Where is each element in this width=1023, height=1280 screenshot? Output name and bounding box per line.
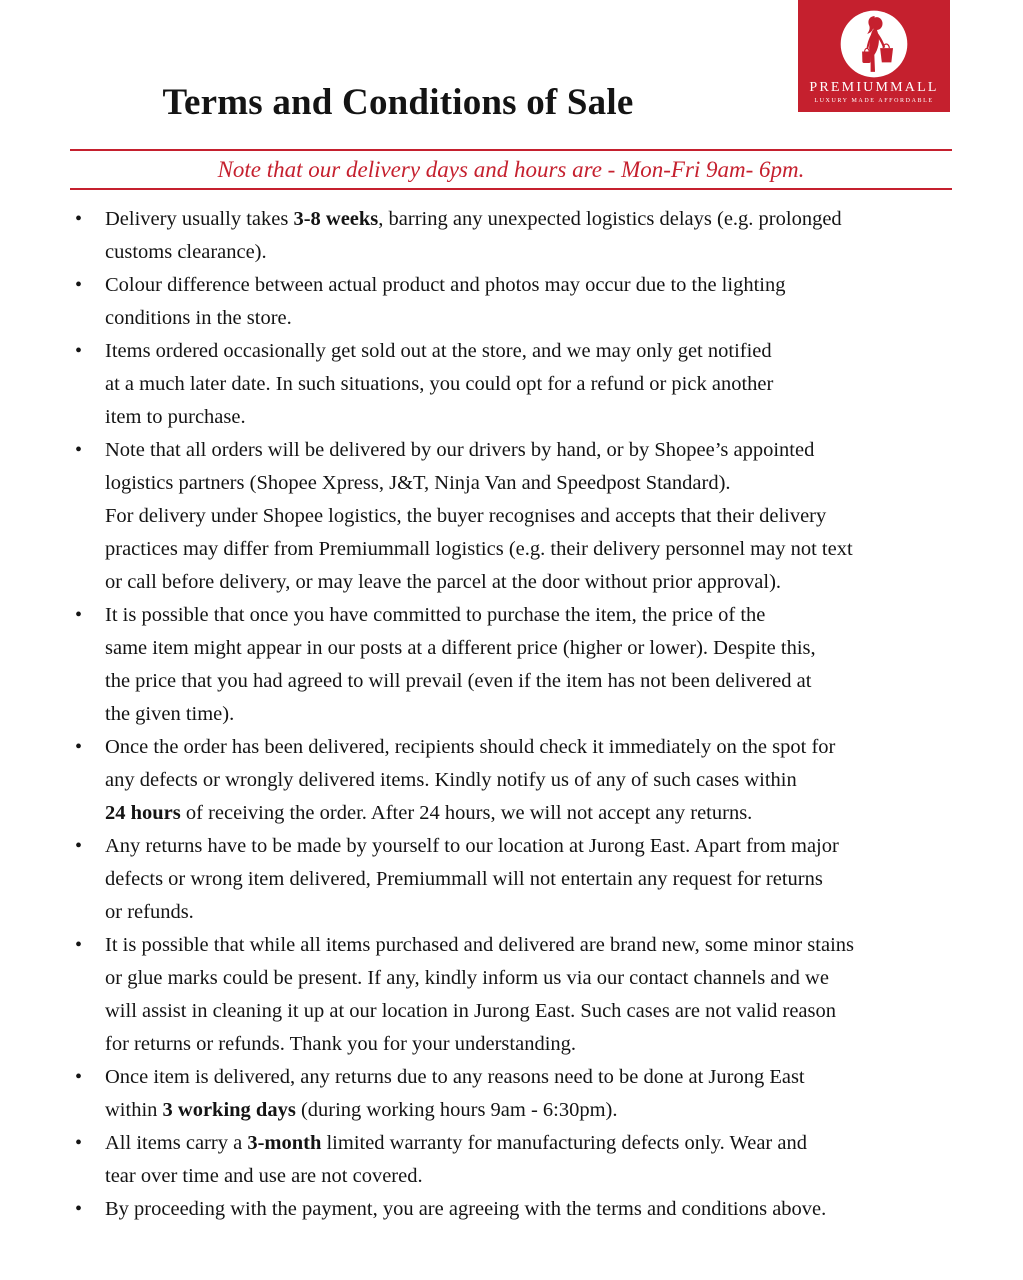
divider-line-top — [70, 149, 952, 151]
list-item-text: By proceeding with the payment, you are agreeing with the terms and conditions above. — [105, 1198, 827, 1220]
premiummall-logo — [798, 0, 950, 112]
bullet-icon: • — [75, 439, 83, 461]
list-item — [0, 203, 1023, 269]
bullet-icon: • — [75, 208, 83, 230]
list-item-text: It is possible that once you have committed to purchase the item, the price of the same item might appear in our posts at a different price (higher or lower). Despite this, the price that you had agreed to will prevail (even if the item has not been delivered at the given time). — [105, 604, 816, 725]
delivery-hours-note: Note that our delivery days and hours are - Mon-Fri 9am- 6pm. — [217, 157, 805, 182]
page-title: Terms and Conditions of Sale — [162, 82, 634, 123]
list-item — [0, 1061, 1023, 1127]
list-item — [0, 929, 1023, 1061]
bullet-icon: • — [75, 835, 83, 857]
list-item — [0, 1193, 1023, 1226]
woman-shopper-icon — [840, 10, 908, 78]
list-item-text: Delivery usually takes 3-8 weeks, barring any unexpected logistics delays (e.g. prolonged customs clearance). — [105, 208, 842, 263]
list-item — [0, 1127, 1023, 1193]
bullet-icon: • — [75, 1132, 83, 1154]
bullet-icon: • — [75, 340, 83, 362]
bullet-icon: • — [75, 604, 83, 626]
bullet-icon: • — [75, 934, 83, 956]
list-item-text: All items carry a 3-month limited warranty for manufacturing defects only. Wear and tear over time and use are not covered. — [105, 1132, 807, 1187]
logo-brand-name: PREMIUMMALL — [809, 80, 939, 95]
list-item — [0, 830, 1023, 929]
list-item-text: Once the order has been delivered, recipients should check it immediately on the spot for any defects or wrongly delivered items. Kindly notify us of any of such cases within 24 hours of receiving the order. After 24 hours, we will not accept any returns. — [105, 736, 836, 824]
list-item-text: Colour difference between actual product and photos may occur due to the lighting conditions in the store. — [105, 274, 786, 329]
terms-list — [0, 203, 1023, 1226]
list-item — [0, 269, 1023, 335]
list-item — [0, 599, 1023, 731]
divider-line-bottom — [70, 188, 952, 190]
list-item-text: Any returns have to be made by yourself to our location at Jurong East. Apart from major defects or wrong item delivered, Premiummall will not entertain any request for returns or refunds. — [105, 835, 839, 923]
bullet-icon: • — [75, 1066, 83, 1088]
list-item-text: Note that all orders will be delivered by our drivers by hand, or by Shopee’s appointed logistics partners (Shopee Xpress, J&T, Ninja Van and Speedpost Standard). For delivery under Shopee logistics, the buyer recognises and accepts that their delivery practices may differ from Premiummall logistics (e.g. their delivery personnel may not text or call before delivery, or may leave the parcel at the door without prior approval). — [105, 439, 853, 593]
list-item — [0, 731, 1023, 830]
bullet-icon: • — [75, 274, 83, 296]
list-item-text: It is possible that while all items purchased and delivered are brand new, some minor stains or glue marks could be present. If any, kindly inform us via our contact channels and we will assist in cleaning it up at our location in Jurong East. Such cases are not valid reason for returns or refunds. Thank you for your understanding. — [105, 934, 855, 1055]
list-item-text: Once item is delivered, any returns due to any reasons need to be done at Jurong East within 3 working days (during working hours 9am - 6:30pm). — [105, 1066, 805, 1121]
list-item — [0, 434, 1023, 599]
list-item-text: Items ordered occasionally get sold out at the store, and we may only get notified at a much later date. In such situations, you could opt for a refund or pick another item to purchase. — [105, 340, 774, 428]
bullet-icon: • — [75, 736, 83, 758]
bullet-icon: • — [75, 1198, 83, 1220]
logo-tagline: LUXURY MADE AFFORDABLE — [814, 98, 934, 104]
list-item — [0, 335, 1023, 434]
